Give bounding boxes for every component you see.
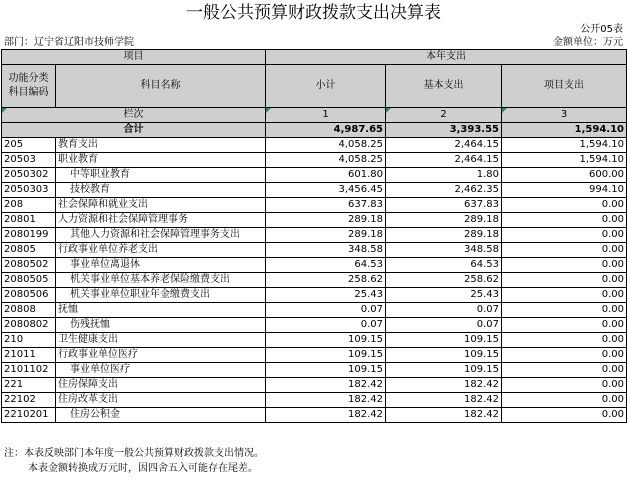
row-basic: 0.07 (386, 303, 502, 318)
expenditure-table (1, 49, 627, 423)
unit-label: 金额单位：万元 (553, 37, 623, 48)
table-row (2, 318, 627, 333)
row-basic: 64.53 (386, 258, 502, 273)
table-row (2, 258, 627, 273)
column-index-1: 1 (266, 108, 386, 123)
column-label: 栏次 (2, 108, 266, 123)
row-code: 2080199 (2, 228, 56, 243)
row-code: 221 (2, 378, 56, 393)
page-title: 一般公共预算财政拨款支出决算表 (186, 3, 441, 23)
row-subject-name: 住房改革支出 (56, 393, 266, 408)
row-subject-name: 抚恤 (56, 303, 266, 318)
row-project: 994.10 (502, 183, 627, 198)
row-project: 0.00 (502, 348, 627, 363)
row-basic: 258.62 (386, 273, 502, 288)
row-code: 20805 (2, 243, 56, 258)
table-row (2, 393, 627, 408)
row-basic: 109.15 (386, 363, 502, 378)
table-row (2, 333, 627, 348)
row-basic: 109.15 (386, 333, 502, 348)
row-basic: 348.58 (386, 243, 502, 258)
row-subtotal: 3,456.45 (266, 183, 386, 198)
row-project: 600.00 (502, 168, 627, 183)
table-row (2, 168, 627, 183)
header-subtotal: 小计 (266, 65, 386, 108)
row-code: 205 (2, 138, 56, 153)
row-subject-name: 社会保障和就业支出 (56, 198, 266, 213)
table-row (2, 243, 627, 258)
row-basic: 182.42 (386, 408, 502, 423)
total-basic: 3,393.55 (386, 123, 502, 138)
row-subject-name: 住房保障支出 (56, 378, 266, 393)
row-subject-name: 其他人力资源和社会保障管理事务支出 (56, 228, 266, 243)
row-basic: 1.80 (386, 168, 502, 183)
row-subject-name: 卫生健康支出 (56, 333, 266, 348)
row-subtotal: 0.07 (266, 303, 386, 318)
header-subject-name: 科目名称 (56, 65, 266, 108)
row-basic: 0.07 (386, 318, 502, 333)
table-row (2, 198, 627, 213)
row-subtotal: 109.15 (266, 363, 386, 378)
row-subtotal: 109.15 (266, 348, 386, 363)
row-project: 0.00 (502, 333, 627, 348)
header-func-code: 功能分类科目编码 (2, 65, 56, 108)
row-subtotal: 109.15 (266, 333, 386, 348)
row-basic: 289.18 (386, 228, 502, 243)
row-subtotal: 4,058.25 (266, 138, 386, 153)
row-basic: 109.15 (386, 348, 502, 363)
row-subject-name: 技校教育 (56, 183, 266, 198)
table-row (2, 228, 627, 243)
row-project: 0.00 (502, 408, 627, 423)
row-project: 0.00 (502, 378, 627, 393)
row-project: 0.00 (502, 393, 627, 408)
table-row (2, 273, 627, 288)
column-index-2: 2 (386, 108, 502, 123)
row-code: 2080502 (2, 258, 56, 273)
row-code: 22102 (2, 393, 56, 408)
row-code: 20503 (2, 153, 56, 168)
header-year-expense: 本年支出 (266, 50, 627, 65)
row-project: 0.00 (502, 213, 627, 228)
row-project: 0.00 (502, 198, 627, 213)
row-subject-name: 教育支出 (56, 138, 266, 153)
row-code: 2050302 (2, 168, 56, 183)
row-basic: 637.83 (386, 198, 502, 213)
table-row (2, 138, 627, 153)
header-project: 项目支出 (502, 65, 627, 108)
row-subject-name: 机关事业单位职业年金缴费支出 (56, 288, 266, 303)
row-subtotal: 64.53 (266, 258, 386, 273)
total-subtotal: 4,987.65 (266, 123, 386, 138)
row-subtotal: 0.07 (266, 318, 386, 333)
row-code: 20808 (2, 303, 56, 318)
row-basic: 2,464.15 (386, 153, 502, 168)
table-row (2, 363, 627, 378)
row-subtotal: 289.18 (266, 228, 386, 243)
row-basic: 25.43 (386, 288, 502, 303)
table-row (2, 378, 627, 393)
table-row (2, 288, 627, 303)
row-subtotal: 258.62 (266, 273, 386, 288)
row-subtotal: 182.42 (266, 393, 386, 408)
row-subject-name: 事业单位医疗 (56, 363, 266, 378)
row-code: 2080506 (2, 288, 56, 303)
row-code: 208 (2, 198, 56, 213)
row-project: 0.00 (502, 303, 627, 318)
row-code: 2101102 (2, 363, 56, 378)
row-project: 0.00 (502, 363, 627, 378)
row-basic: 2,462.35 (386, 183, 502, 198)
row-subject-name: 职业教育 (56, 153, 266, 168)
row-subtotal: 25.43 (266, 288, 386, 303)
row-basic: 182.42 (386, 393, 502, 408)
row-code: 2080505 (2, 273, 56, 288)
row-code: 20801 (2, 213, 56, 228)
row-project: 1,594.10 (502, 153, 627, 168)
row-subtotal: 637.83 (266, 198, 386, 213)
row-project: 0.00 (502, 288, 627, 303)
row-subject-name: 机关事业单位基本养老保险缴费支出 (56, 273, 266, 288)
row-basic: 289.18 (386, 213, 502, 228)
table-row (2, 303, 627, 318)
row-subject-name: 住房公积金 (56, 408, 266, 423)
row-subtotal: 182.42 (266, 378, 386, 393)
row-code: 2050303 (2, 183, 56, 198)
table-row (2, 153, 627, 168)
note-line-1: 注：本表反映部门本年度一般公共预算财政拨款支出情况。 (4, 448, 264, 459)
row-basic: 2,464.15 (386, 138, 502, 153)
table-code: 公开05表 (580, 24, 623, 35)
row-project: 1,594.10 (502, 138, 627, 153)
column-index-3: 3 (502, 108, 627, 123)
row-project: 0.00 (502, 228, 627, 243)
row-subject-name: 行政事业单位医疗 (56, 348, 266, 363)
table-row (2, 348, 627, 363)
total-project: 1,594.10 (502, 123, 627, 138)
row-subtotal: 4,058.25 (266, 153, 386, 168)
department-label: 部门：辽宁省辽阳市技师学院 (4, 37, 134, 48)
note-line-2: 本表金额转换成万元时，因四舍五入可能存在尾差。 (28, 463, 258, 474)
row-subtotal: 289.18 (266, 213, 386, 228)
header-basic: 基本支出 (386, 65, 502, 108)
row-project: 0.00 (502, 243, 627, 258)
row-subtotal: 182.42 (266, 408, 386, 423)
row-subject-name: 中等职业教育 (56, 168, 266, 183)
row-subtotal: 601.80 (266, 168, 386, 183)
total-label: 合计 (2, 123, 266, 138)
row-subtotal: 348.58 (266, 243, 386, 258)
row-basic: 182.42 (386, 378, 502, 393)
row-code: 2210201 (2, 408, 56, 423)
row-code: 2080802 (2, 318, 56, 333)
row-subject-name: 事业单位离退休 (56, 258, 266, 273)
row-subject-name: 伤残抚恤 (56, 318, 266, 333)
row-code: 210 (2, 333, 56, 348)
table-row (2, 183, 627, 198)
row-subject-name: 行政事业单位养老支出 (56, 243, 266, 258)
header-item: 项目 (2, 50, 266, 65)
row-code: 21011 (2, 348, 56, 363)
row-project: 0.00 (502, 258, 627, 273)
table-row (2, 408, 627, 423)
row-project: 0.00 (502, 318, 627, 333)
row-project: 0.00 (502, 273, 627, 288)
table-row (2, 213, 627, 228)
row-subject-name: 人力资源和社会保障管理事务 (56, 213, 266, 228)
